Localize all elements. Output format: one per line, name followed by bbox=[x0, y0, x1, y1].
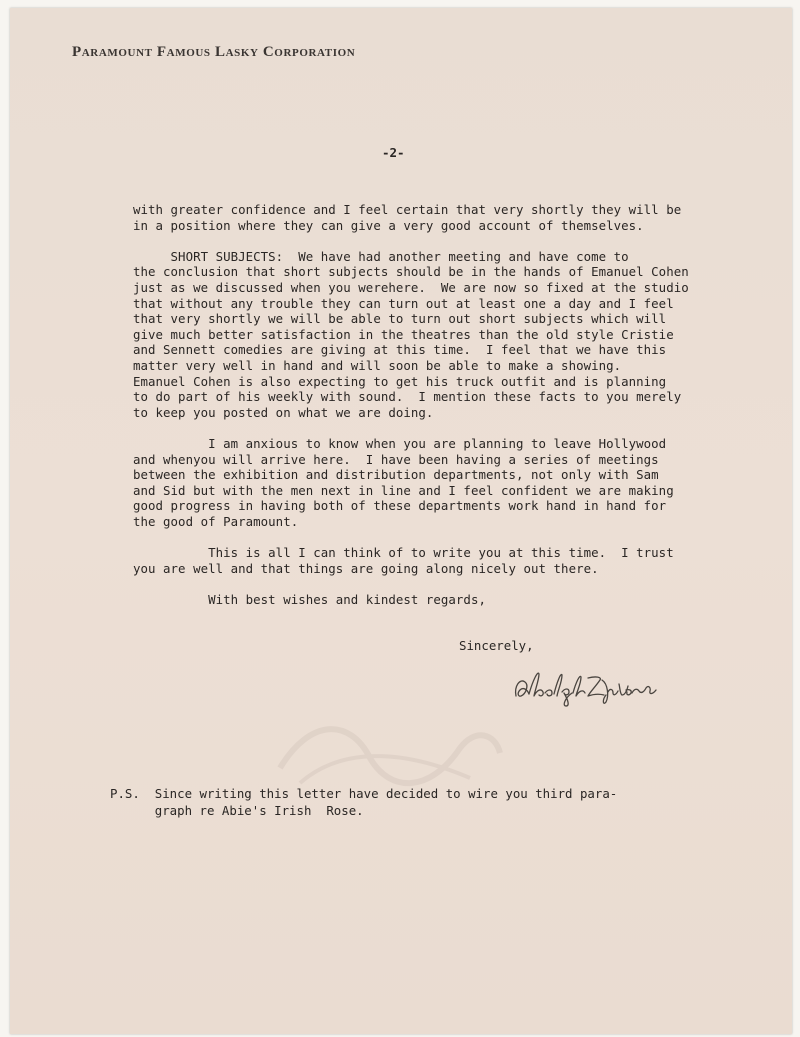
paragraph bbox=[133, 436, 733, 530]
text-line: good progress in having both of these departments work hand in hand for bbox=[133, 498, 667, 514]
text-line: just as we discussed when you werehere. We are now so fixed at the studio bbox=[133, 279, 689, 295]
letterhead: Paramount Famous Lasky Corporation bbox=[72, 44, 356, 60]
letter-body bbox=[133, 202, 733, 607]
text-line: and whenyou will arrive here. I have been having a series of meetings bbox=[133, 451, 659, 467]
text-line: With best wishes and kindest regards, bbox=[133, 591, 486, 607]
text-line: between the exhibition and distribution departments, not only with Sam bbox=[133, 467, 659, 483]
text-line: SHORT SUBJECTS: We have had another meeting and have come to bbox=[133, 248, 629, 264]
page-number: -2- bbox=[382, 145, 405, 160]
paragraph bbox=[133, 249, 733, 421]
letter-page bbox=[10, 8, 792, 1034]
text-line: P.S. Since writing this letter have decided to wire you third para- bbox=[110, 786, 618, 801]
text-line: matter very well in hand and will soon be able to make a showing. bbox=[133, 357, 622, 373]
text-line: and Sennett comedies are giving at this time. I feel that we have this bbox=[133, 342, 667, 358]
text-line: that very shortly we will be able to turn out short subjects which will bbox=[133, 311, 667, 327]
text-line: graph re Abie's Irish Rose. bbox=[110, 803, 364, 818]
text-line: give much better satisfaction in the theatres than the old style Cristie bbox=[133, 326, 674, 342]
text-line: to do part of his weekly with sound. I mention these facts to you merely bbox=[133, 389, 682, 405]
text-line: you are well and that things are going along nicely out there. bbox=[133, 560, 599, 576]
text-line: This is all I can think of to write you at this time. I trust bbox=[133, 545, 674, 561]
text-line: that without any trouble they can turn out at least one a day and I feel bbox=[133, 295, 674, 311]
text-line: in a position where they can give a very good account of themselves. bbox=[133, 217, 644, 233]
signature bbox=[510, 660, 660, 708]
paragraph bbox=[133, 592, 733, 608]
text-line: I am anxious to know when you are planning to leave Hollywood bbox=[133, 435, 667, 451]
text-line: with greater confidence and I feel certain that very shortly they will be bbox=[133, 202, 682, 217]
text-line: and Sid but with the men next in line and I feel confident we are making bbox=[133, 482, 674, 498]
text-line: the good of Paramount. bbox=[133, 513, 299, 529]
paragraph bbox=[133, 202, 733, 233]
closing: Sincerely, bbox=[459, 638, 534, 653]
text-line: the conclusion that short subjects should be in the hands of Emanuel Cohen bbox=[133, 264, 689, 280]
text-line: Emanuel Cohen is also expecting to get his truck outfit and is planning bbox=[133, 373, 667, 389]
paragraph bbox=[133, 545, 733, 576]
postscript bbox=[110, 785, 617, 819]
text-line: to keep you posted on what we are doing. bbox=[133, 404, 434, 420]
